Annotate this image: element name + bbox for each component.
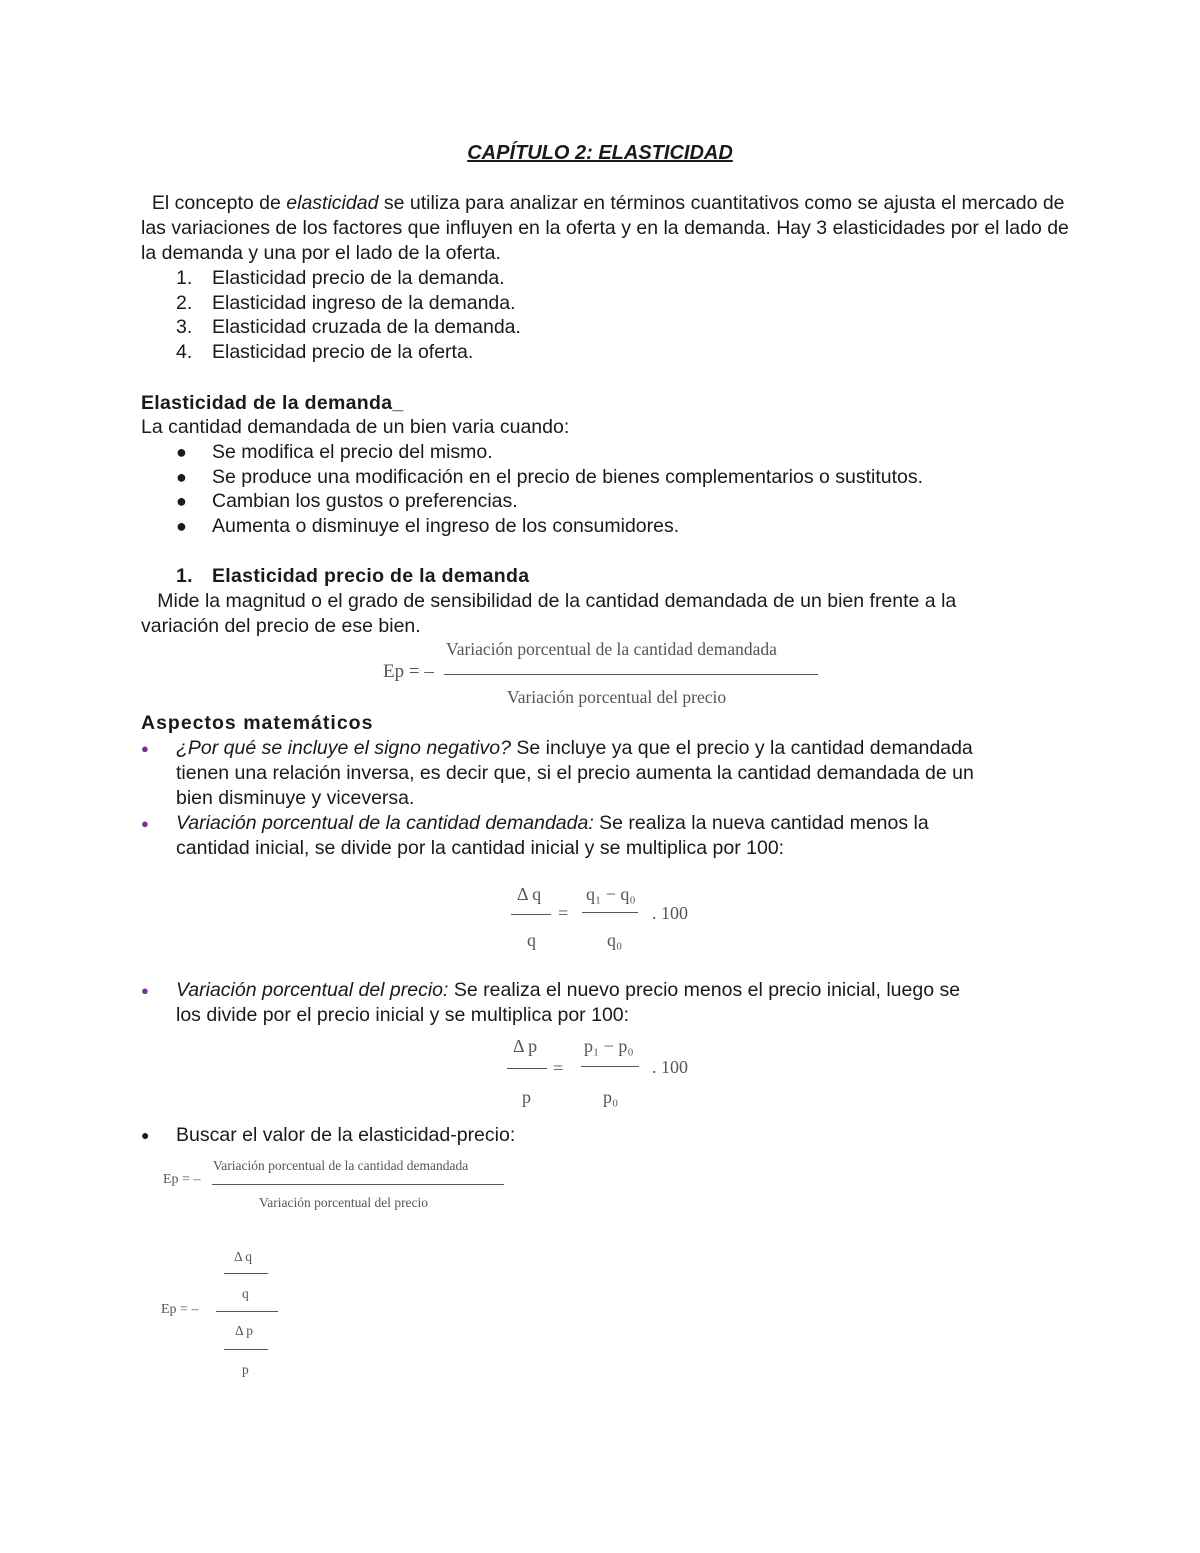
math-item1-line1 [176, 736, 973, 761]
bullet-icon: ● [176, 442, 187, 462]
fraction-bar [224, 1273, 268, 1274]
section-number: 1. [176, 565, 193, 587]
list-number: 4. [176, 341, 193, 363]
formula-numerator: Variación porcentual de la cantidad demandada [446, 639, 777, 659]
bullet-icon: ● [141, 1127, 150, 1143]
list-item [0, 811, 1200, 861]
section-heading-math: Aspectos matemáticos [141, 712, 374, 734]
math-item3-text: Se realiza el nuevo precio menos el precio inicial, luego se [448, 979, 961, 1001]
price-text-line1 [141, 589, 956, 614]
math-item3-line2: los divide por el precio inicial y se multiplica por 100: [176, 1004, 630, 1026]
fraction-bar [582, 912, 638, 913]
list-item [0, 315, 1200, 340]
fraction-bar [507, 1068, 547, 1069]
math-item1-line3: bien disminuye y viceversa. [176, 787, 415, 809]
formula-ratio-p: p [242, 1362, 249, 1377]
formula-p-den: p [522, 1087, 531, 1107]
formula-lhs: Ep = – [383, 661, 434, 682]
math-item2-line2: cantidad inicial, se divide por la cantidad inicial y se multiplica por 100: [176, 837, 785, 859]
formula-denominator: Variación porcentual del precio [507, 687, 727, 707]
price-text: Mide la magnitud o el grado de sensibilidad de la cantidad demandada de un bien frente a la [157, 590, 957, 612]
list-item-text: Elasticidad precio de la oferta. [212, 341, 474, 363]
math-item4-text: Buscar el valor de la elasticidad-precio: [176, 1124, 516, 1146]
list-number: 1. [176, 267, 193, 289]
formula-q-eq: = [558, 903, 569, 923]
formula-small-lhs: Ep = – [163, 1172, 201, 1187]
list-item [0, 514, 1200, 539]
fraction-bar [212, 1184, 504, 1185]
formula-q-den: q [527, 930, 536, 950]
formula-ratio-q: q [242, 1286, 249, 1301]
formula-q-mult: . 100 [652, 903, 688, 923]
list-number: 2. [176, 292, 193, 314]
intro-text-before: El concepto de [151, 192, 287, 214]
math-item1-italic: ¿Por qué se incluye el signo negativo? [176, 737, 511, 759]
bullet-icon: ● [176, 516, 187, 536]
math-item3-line1 [176, 978, 960, 1003]
formula-q-rden: q₀ [607, 930, 623, 950]
list-item-text: Elasticidad precio de la demanda. [212, 267, 505, 289]
formula-p-rden: p₀ [603, 1087, 619, 1107]
formula-p-num: Δ p [513, 1036, 538, 1056]
list-item [0, 736, 1200, 811]
list-item-text: Se produce una modificación en el precio de bienes complementarios o sustitutos. [212, 466, 924, 488]
list-item [0, 440, 1200, 465]
list-item-text: Se modifica el precio del mismo. [212, 441, 493, 463]
intro-italic-term: elasticidad [286, 192, 379, 214]
list-item-text: Cambian los gustos o preferencias. [212, 490, 518, 512]
math-item2-line1 [176, 811, 929, 836]
demand-lead-text: La cantidad demandada de un bien varia cuando: [141, 416, 570, 438]
section-heading-text: Elasticidad precio de la demanda [212, 565, 530, 587]
fraction-bar [224, 1349, 268, 1350]
formula-small-denominator: Variación porcentual del precio [259, 1195, 429, 1210]
fraction-bar [511, 914, 551, 915]
formula-p-eq: = [553, 1058, 564, 1078]
section-heading-price [0, 564, 1200, 589]
math-item2-text: Se realiza la nueva cantidad menos la [593, 812, 929, 834]
formula-p-mult: . 100 [652, 1057, 688, 1077]
list-item-text: Aumenta o disminuye el ingreso de los consumidores. [212, 515, 680, 537]
list-item [0, 340, 1200, 365]
bullet-icon: ● [141, 816, 149, 831]
list-item [0, 291, 1200, 316]
bullet-icon: ● [176, 467, 187, 487]
formula-small-numerator: Variación porcentual de la cantidad demandada [213, 1158, 469, 1173]
page-title: CAPÍTULO 2: ELASTICIDAD [467, 142, 733, 164]
bullet-icon: ● [141, 983, 149, 998]
fraction-bar [581, 1066, 639, 1067]
fraction-bar-main [216, 1311, 278, 1312]
formula-ratio-dp: Δ p [235, 1323, 254, 1338]
list-item [0, 465, 1200, 490]
math-item1-text: Se incluye ya que el precio y la cantidad demandada [510, 737, 973, 759]
price-text-line2: variación del precio de ese bien. [141, 615, 421, 637]
intro-text-after: se utiliza para analizar en términos cuantitativos como se ajusta el mercado de las variaciones de los factores que influyen en la oferta y en la demanda. Hay 3 elasticidades por el lado de la demanda y una por el lado de la oferta. [141, 192, 1069, 264]
formula-ratio-lhs: Ep = – [161, 1302, 199, 1317]
math-item1-line2: tienen una relación inversa, es decir que, si el precio aumenta la cantidad demandada de un [176, 762, 974, 784]
formula-q-rnum: q₁ − q₀ [586, 884, 636, 904]
list-item [0, 1123, 1200, 1148]
list-item-text: Elasticidad cruzada de la demanda. [212, 316, 521, 338]
formula-ratio-dq: Δ q [234, 1249, 253, 1264]
list-item-text: Elasticidad ingreso de la demanda. [212, 292, 516, 314]
list-item [0, 266, 1200, 291]
bullet-icon: ● [176, 491, 187, 511]
math-item2-italic: Variación porcentual de la cantidad demandada: [176, 812, 594, 834]
fraction-bar [444, 674, 818, 675]
list-item [0, 978, 1200, 1028]
list-item [0, 489, 1200, 514]
math-item3-italic: Variación porcentual del precio: [176, 979, 449, 1001]
intro-paragraph [141, 191, 1071, 266]
list-number: 3. [176, 316, 193, 338]
formula-p-rnum: p₁ − p₀ [584, 1036, 634, 1056]
section-heading-demand: Elasticidad de la demanda_ [141, 392, 404, 414]
formula-q-num: Δ q [517, 884, 542, 904]
bullet-icon: ● [141, 741, 149, 756]
